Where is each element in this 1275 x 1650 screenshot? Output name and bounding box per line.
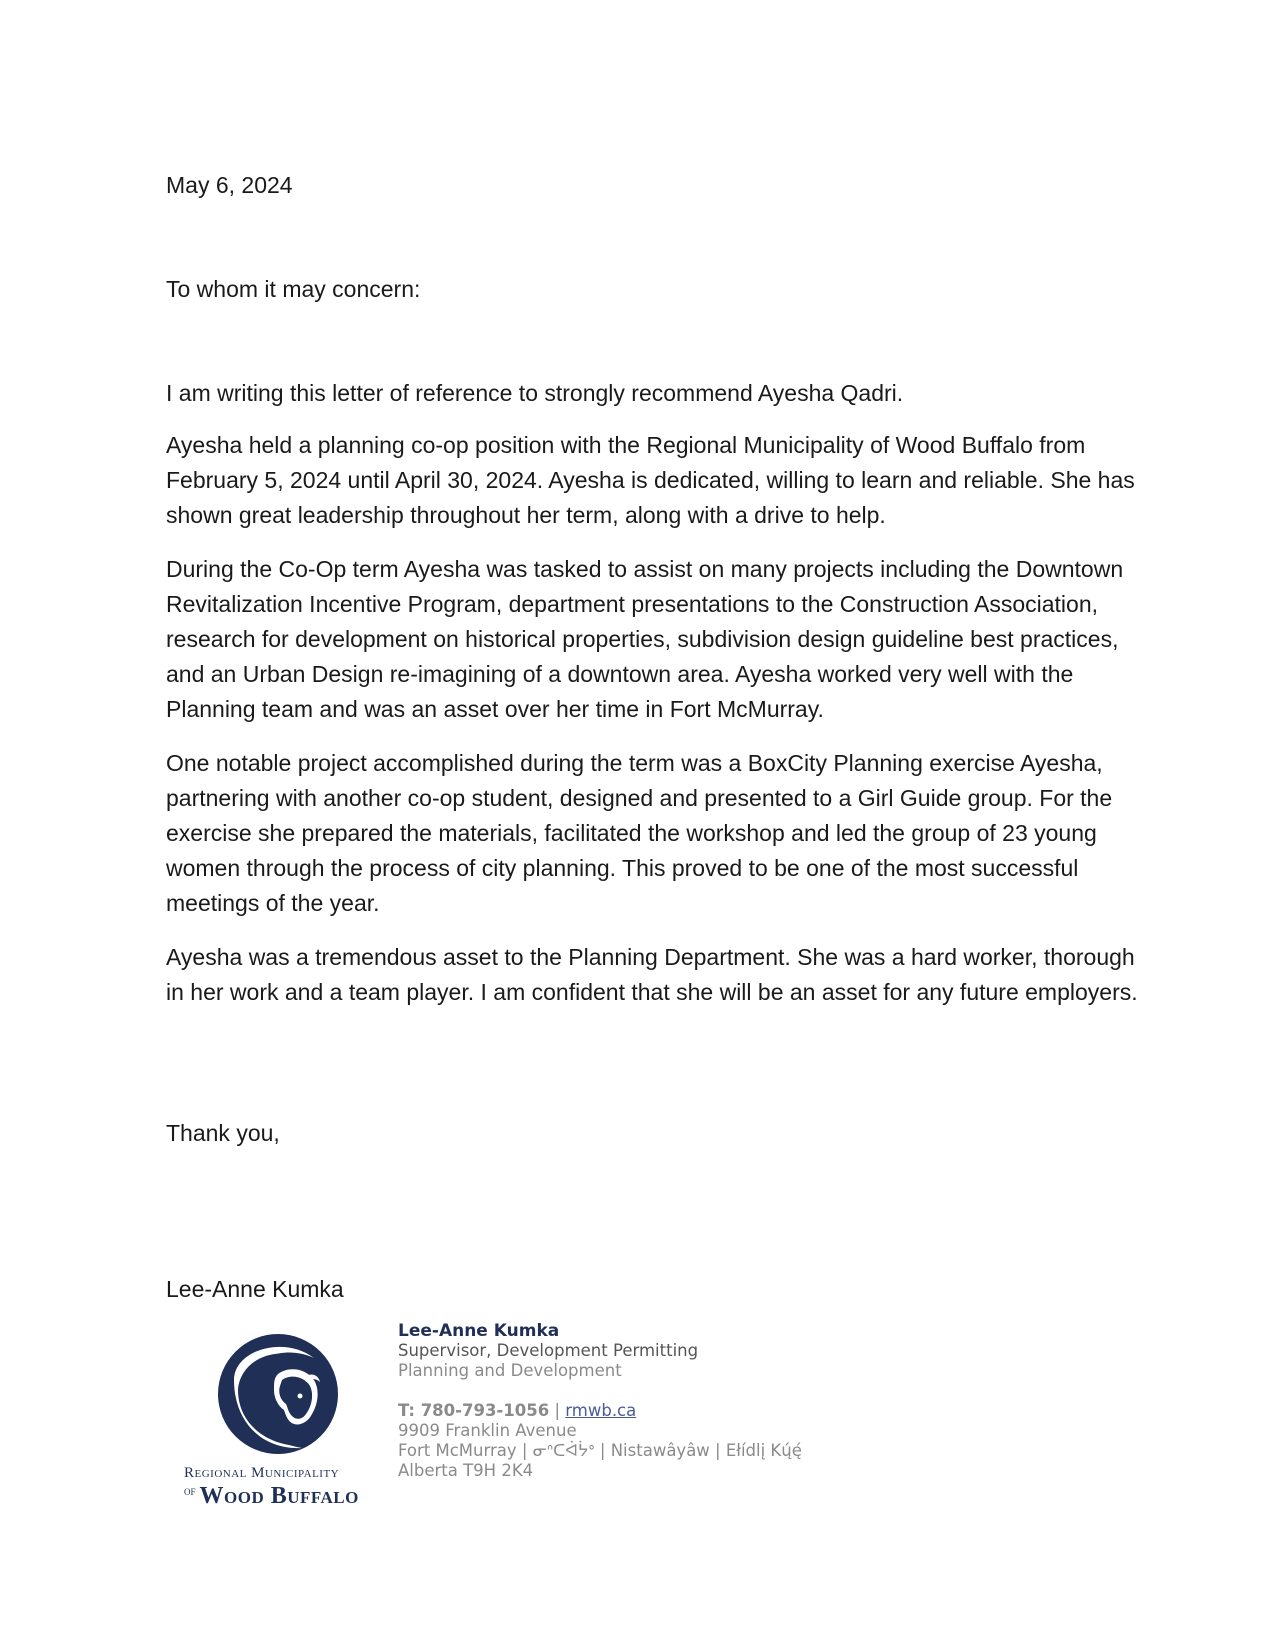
signature-spacer	[398, 1381, 1158, 1401]
signature-address-line1: 9909 Franklin Avenue	[398, 1421, 577, 1440]
signature-department: Planning and Development	[398, 1361, 622, 1380]
letter-salutation: To whom it may concern:	[166, 276, 421, 302]
logo-text-name: Wood Buffalo	[199, 1483, 359, 1509]
letter-paragraph: During the Co-Op term Ayesha was tasked to assist on many projects including the Downtown Revitalization Incentive Program, department presentations to the Construction Association, research for development on historical properties, subdivision design guideline best practices, and an Urban Design re-imagining of a downtown area. Ayesha worked very well with the Planning team and was an asset over her time in Fort McMurray.	[166, 556, 1124, 722]
signature-title: Supervisor, Development Permitting	[398, 1341, 699, 1360]
logo-text-line1: Regional Municipality	[184, 1465, 340, 1481]
signature-address-line3: Alberta T9H 2K4	[398, 1461, 534, 1480]
logo-text-line2	[184, 1483, 384, 1510]
signature-address-line2: Fort McMurray | ᓂᐢᑕᐋᔮᐤ | Nistawâyâw | Ełídlį Kų́ę́	[398, 1441, 802, 1460]
signature-phone: 780-793-1056	[420, 1401, 550, 1420]
letter-signer: Lee-Anne Kumka	[166, 1276, 344, 1302]
signature-separator: |	[549, 1401, 566, 1420]
signature-phone-label: T:	[398, 1401, 421, 1420]
letter-paragraph: Ayesha held a planning co-op position with the Regional Municipality of Wood Buffalo from February 5, 2024 until April 30, 2024. Ayesha is dedicated, willing to learn and reliable. She has shown great leadership throughout her term, along with a drive to help.	[166, 432, 1135, 528]
email-signature	[398, 1321, 1158, 1481]
letter-paragraph: One notable project accomplished during the term was a BoxCity Planning exercise Ayesha, partnering with another co-op student, designed and presented to a Girl Guide group. For the exercise she prepared the materials, facilitated the workshop and led the group of 23 young women through the process of city planning. This proved to be one of the most successful meetings of the year.	[166, 750, 1113, 916]
signature-contact-line	[398, 1401, 1158, 1421]
rmwb-logo	[176, 1330, 386, 1510]
letter-paragraph: I am writing this letter of reference to strongly recommend Ayesha Qadri.	[166, 380, 904, 406]
signature-website-link[interactable]: rmwb.ca	[565, 1401, 637, 1420]
bison-logo-icon	[214, 1330, 342, 1458]
letter-closing: Thank you,	[166, 1120, 280, 1146]
letter-paragraph: Ayesha was a tremendous asset to the Planning Department. She was a hard worker, thorough in her work and a team player. I am confident that she will be an asset for any future employers.	[166, 944, 1138, 1005]
signature-name: Lee-Anne Kumka	[398, 1321, 560, 1341]
logo-text-of: of	[184, 1483, 196, 1498]
letter-date: May 6, 2024	[166, 172, 293, 198]
